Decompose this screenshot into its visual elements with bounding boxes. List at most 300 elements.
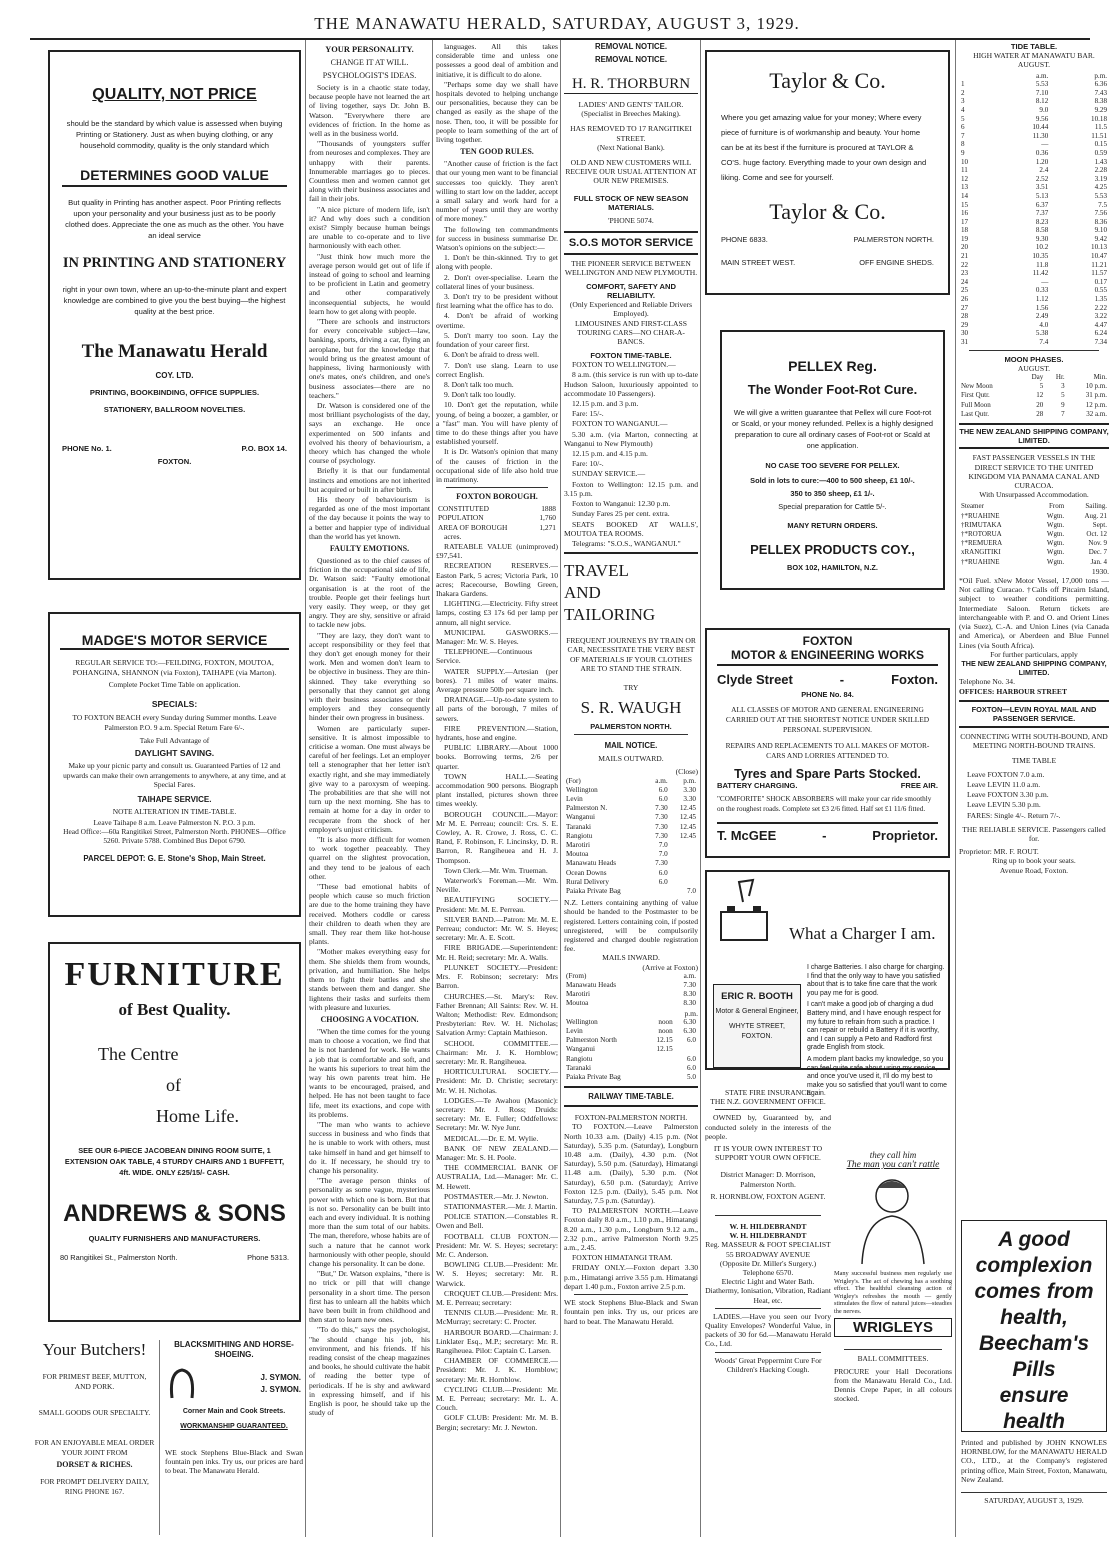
table-cell bbox=[646, 1055, 674, 1064]
paragraph: CHAMBER OF COMMERCE.—President: Mr. J. K. Hornblow; secretary: Mr. R. Hornblow. bbox=[436, 1356, 558, 1384]
pellex-title: PELLEX Reg. bbox=[788, 358, 877, 374]
table-cell: 12.45 bbox=[679, 804, 696, 813]
beecham-l5: Beecham's bbox=[978, 1332, 1090, 1355]
table-cell: Paiaka Private Bag bbox=[566, 1073, 621, 1082]
table-cell: 31 bbox=[961, 338, 969, 347]
column-three bbox=[436, 42, 558, 1538]
andrews-name: ANDREWS & SONS bbox=[63, 1200, 286, 1227]
thorburn-removed: HAS REMOVED TO 17 RANGITIKEI STREET. bbox=[570, 124, 692, 143]
table-cell: 16 bbox=[961, 209, 969, 218]
table-row bbox=[436, 513, 558, 522]
thorburn-customers: OLD AND NEW CUSTOMERS WILL RECEIVE OUR USUAL ATTENTION AT OUR NEW PREMISES. bbox=[565, 158, 697, 186]
foxton-motor-title: FOXTON bbox=[802, 634, 853, 648]
table-cell: 5.53 bbox=[1035, 80, 1049, 89]
taylor-opposite: OFF ENGINE SHEDS. bbox=[859, 258, 934, 267]
mail-in-table-2 bbox=[564, 1018, 698, 1082]
table-cell: 26 bbox=[961, 295, 969, 304]
header-cell: a.m. bbox=[655, 776, 668, 785]
table-cell: 3 bbox=[961, 97, 965, 106]
herald-services: PRINTING, BOOKBINDING, OFFICE SUPPLIES. bbox=[89, 388, 260, 397]
booth-name: ERIC R. BOOTH bbox=[721, 991, 793, 1002]
quality-text: should be the standard by which value is assessed when buying Printing or Stationery. Just as when buying clothing, or any household commodity, quality is the only standard which bbox=[66, 119, 283, 150]
sos-drivers: (Only Experienced and Reliable Drivers Employed). bbox=[569, 300, 693, 319]
table-cell: Wanganui bbox=[566, 1045, 595, 1054]
table-cell: 10.35 bbox=[1032, 252, 1049, 261]
taylor-phone: PHONE 6833. bbox=[721, 235, 768, 244]
paragraph: WATER SUPPLY.—Artesian (per bores). 71 miles of water mains. Average pressure 50lb per square inch. bbox=[436, 666, 558, 694]
paragraph: It is Dr. Watson's opinion that many of the causes of friction in the occupational side of life also hold true in matrimony. bbox=[436, 447, 558, 484]
table-cell: 14 bbox=[961, 191, 969, 200]
table-cell: 20 bbox=[961, 243, 969, 252]
table-cell: 10 p.m. bbox=[1085, 382, 1107, 391]
table-cell: 6.30 bbox=[683, 1017, 696, 1026]
madge-leave: Leave Taihape 8 a.m. Leave Palmerston N. P.O. 3 p.m. bbox=[93, 817, 256, 827]
table-cell: Ocean Downs bbox=[566, 868, 607, 877]
ship-title: THE NEW ZEALAND SHIPPING COMPANY, LIMITED. bbox=[959, 427, 1109, 446]
table-cell: xRANGITIKI bbox=[961, 548, 1001, 557]
mail-close: (Close) bbox=[675, 767, 698, 777]
table-row bbox=[959, 558, 1109, 567]
taylor-name: Taylor & Co. bbox=[769, 68, 886, 93]
table-cell: Wgtn. bbox=[1046, 539, 1065, 548]
table-cell: 7.30 bbox=[655, 804, 668, 813]
table-cell: Levin bbox=[566, 1027, 583, 1036]
paragraph: "There are schools and instructors for every conceivable subject—law, banking, sports, driving a car, flying an aeroplane, but for the knowledge that would bring us the greatest amount of happiness, living harmoniously with one's mates, one's children, and one's business associates—there are no teachers." bbox=[309, 317, 430, 400]
header-cell: Hr. bbox=[1055, 373, 1065, 382]
butchers-name: DORSET & RICHES. bbox=[56, 1460, 133, 1469]
insurance-title-2: THE N.Z. GOVERNMENT OFFICE. bbox=[710, 1097, 826, 1107]
header-cell: From bbox=[1049, 502, 1065, 511]
table-cell: 8.38 bbox=[1094, 97, 1107, 106]
mail-arrive: (Arrive at Foxton) bbox=[642, 962, 698, 972]
woods-notice: Woods' Great Peppermint Cure For Children's Hacking Cough. bbox=[714, 1355, 822, 1374]
ship-notes: *Oil Fuel. xNew Motor Vessel, 17,000 tons —Not calling Curacao. †Calls off Pitcairn Island, subject to weather conditions permitting. Intermediate Saloon. Return tickets are interchangeable with P. and O. and Orient Lines (via Suez), C.-A. and Union Lines (via Canada and America), or Aberdeen and Blue Funnel Lines (via South Africa). bbox=[959, 576, 1109, 650]
paragraph: Society is in a chaotic state today, because people have not learned the art of living together, says Dr. John B. Watson. "Everywhere there are evidences of friction. In the home as well as in the business world. bbox=[309, 83, 430, 139]
table-row bbox=[564, 1027, 698, 1036]
table-row bbox=[959, 261, 1109, 270]
header-cell: Steamer bbox=[961, 502, 984, 511]
tide-sub: HIGH WATER AT MANAWATU BAR. bbox=[973, 51, 1095, 61]
paragraph: "Mother makes everything easy for them. She shields them from wounds, privation, and humiliation. She helps them to fight their battles and she stands between them and danger. She lightens their tasks and surfeits them with pleasure and luxuries. bbox=[309, 947, 430, 1012]
paragraph: TENNIS CLUB.—President: Mr. R. McMurray; secretary: C. Procter. bbox=[436, 1308, 558, 1327]
table-cell: Wgtn. bbox=[1046, 557, 1065, 566]
foxton-battery: BATTERY CHARGING. bbox=[717, 781, 798, 790]
table-cell: 24 bbox=[961, 277, 969, 286]
madge-service: REGULAR SERVICE TO:—FEILDING, FOXTON, MOUTOA, POHANGINA, SHANNON (via Foxton), TAIHAPE (via Marton). bbox=[72, 658, 277, 677]
beecham-l2: complexion bbox=[975, 1254, 1093, 1277]
table-row bbox=[959, 218, 1109, 227]
table-cell: 9.10 bbox=[1094, 226, 1107, 235]
table-cell: Jan. 4 bbox=[1090, 557, 1107, 566]
table-cell: 10.47 bbox=[1091, 252, 1107, 261]
table-cell: 28 bbox=[1036, 409, 1044, 418]
table-cell: Rural Delivery bbox=[566, 877, 609, 886]
table-cell: 6.30 bbox=[683, 1027, 696, 1036]
paragraph: TELEPHONE.—Continuous Service. bbox=[436, 647, 533, 666]
pellex-cattle: Special preparation for Cattle 5/-. bbox=[778, 502, 887, 511]
table-cell: 12.15 bbox=[656, 1045, 673, 1054]
table-cell: 12 bbox=[1036, 391, 1044, 400]
paragraph: CROQUET CLUB.—President: Mrs. M. E. Perreau; secretary: bbox=[436, 1288, 558, 1307]
table-cell: 6.0 bbox=[658, 877, 668, 886]
paragraph: 5. Don't marry too soon. Lay the foundation of your career first. bbox=[436, 330, 558, 350]
table-cell: Marotiri bbox=[566, 840, 590, 849]
paragraph: TO PALMERSTON NORTH.—Leave Foxton daily 8.0 a.m., 1.10 p.m., Himatangi 8.20 a.m., 1.30 p.m., Longburn 9.12 a.m., 2.32 p.m., arrive Palmerston North 9.25 a.m., 2.45. bbox=[564, 1206, 698, 1253]
table-cell: 4.25 bbox=[1094, 183, 1107, 192]
paragraph: Leave FOXTON 7.0 a.m. bbox=[967, 769, 1045, 779]
ship-telephone: Telephone No. 34. bbox=[959, 677, 1015, 687]
paragraph: Foxton to Wanganui: 12.30 p.m. bbox=[572, 499, 671, 509]
table-row bbox=[959, 166, 1109, 175]
removal-title-2: REMOVAL NOTICE. bbox=[594, 55, 668, 64]
column-divider bbox=[432, 40, 433, 1537]
madge-specials: SPECIALS: bbox=[151, 699, 198, 709]
table-cell: †*RUAHINE bbox=[961, 511, 1000, 520]
table-cell: 25 bbox=[961, 286, 969, 295]
stephens-ink-notice bbox=[165, 1448, 303, 1538]
paragraph: SCHOOL COMMITTEE.—Chairman: Mr. J. K. Hornblow; secretary: Mr. R. Rangiheuea. bbox=[436, 1038, 558, 1066]
foxton-motor-advert bbox=[705, 628, 950, 858]
header-cell: (For) bbox=[566, 776, 581, 785]
paragraph: STATIONMASTER.—Mr. J. Martin. bbox=[444, 1201, 558, 1211]
table-row bbox=[959, 123, 1109, 132]
table-header bbox=[564, 972, 698, 981]
paragraph: His theory of behaviourism is regarded as one of the most important of the day because it points the way to a better and happier type of individual than the world has yet known. bbox=[309, 494, 430, 541]
table-cell: 1,760 bbox=[539, 513, 556, 523]
table-row bbox=[959, 391, 1109, 400]
paragraph: 8. Don't talk too much. bbox=[444, 379, 514, 389]
smith-name-2: J. SYMON. bbox=[260, 1384, 301, 1394]
herald-services2: STATIONERY, BALLROOM NOVELTIES. bbox=[103, 405, 246, 414]
paragraph: TO FOXTON.—Leave Palmerston North 10.33 a.m. (Daily) 4.15 p.m. (Not Saturday), 5.35 p.m. (Saturday), Longburn 10.48 a.m. (Daily), 4.30 p.m. (Not Saturday), 5.50 p.m. (Saturday), Himatangi 11.48 a.m. (Daily), 5.30 p.m. (Not Saturday), 6.50 p.m. (Saturday); Arrive Foxton 12.5 p.m. (Daily), 5.45 p.m. Not Saturday, 7.5 p.m. (Saturday). bbox=[564, 1122, 698, 1206]
table-cell: 3.19 bbox=[1094, 174, 1107, 183]
table-row bbox=[564, 981, 698, 990]
beecham-l1: A good bbox=[998, 1228, 1070, 1251]
paragraph: FIRE BRIGADE.—Superintendent: Mr. H. Reid; secretary: Mr. A. Walls. bbox=[436, 943, 558, 962]
insurance-support: IT IS YOUR OWN INTEREST TO SUPPORT YOUR OWN OFFICE. bbox=[713, 1144, 823, 1163]
table-cell: 1.12 bbox=[1035, 295, 1049, 304]
table-cell: Moutoa bbox=[566, 850, 589, 859]
paragraph: SILVER BAND.—Patron: Mr. M. E. Perreau; conductor: Mr. W. S. Heyes; secretary: Mr. A. E. Scott. bbox=[436, 914, 558, 943]
table-cell: Full Moon bbox=[961, 400, 991, 409]
column-divider bbox=[305, 40, 306, 1537]
table-row bbox=[959, 539, 1109, 548]
table-row bbox=[959, 401, 1109, 410]
table-cell: 12 bbox=[961, 174, 969, 183]
table-cell: 5 bbox=[961, 114, 965, 123]
wrigley-call: they call him bbox=[869, 1150, 917, 1160]
table-cell: Taranaki bbox=[566, 822, 592, 831]
charger-p3: A modern plant backs my knowledge, so you can feel quite safe about using my service, and once you've used it, I'll do my best to make you so satisfied that you'll want to come again. bbox=[807, 1055, 947, 1098]
table-cell: Wgtn. bbox=[1046, 511, 1065, 520]
table-cell: 5.53 bbox=[1094, 191, 1107, 200]
beecham-l8: health bbox=[1003, 1410, 1065, 1433]
table-row bbox=[959, 382, 1109, 391]
moon-title: MOON PHASES. bbox=[1004, 354, 1064, 364]
table-row bbox=[959, 235, 1109, 244]
beecham-advert bbox=[961, 1220, 1107, 1432]
paragraph: "Perhaps some day we shall have hospitals devoted to helping unchange our personalities, because they can be changed as easily as the shape of the nose. Then, too, it will be possible for people to learn something of the art of living together. bbox=[436, 79, 558, 145]
paragraph: 12.15 p.m. and 3 p.m. bbox=[572, 399, 639, 409]
taylor-name-2: Taylor & Co. bbox=[769, 199, 886, 224]
value-text: But quality in Printing has another aspect. Poor Printing reflects upon your personality and your business just as to be poorly clothed does. Appreciate the one as much as the other. You have an ideal service bbox=[65, 198, 284, 240]
paragraph: Leave FOXTON 3.30 p.m. bbox=[967, 790, 1049, 800]
table-cell: 8.36 bbox=[1094, 217, 1107, 226]
table-row bbox=[564, 887, 698, 896]
table-cell: 0.59 bbox=[1094, 148, 1107, 157]
table-cell: 6.37 bbox=[1035, 200, 1049, 209]
imprint-date: SATURDAY, AUGUST 3, 1929. bbox=[961, 1492, 1107, 1505]
furniture-offer: SEE OUR 6-PIECE JACOBEAN DINING ROOM SUITE, 1 EXTENSION OAK TABLE, 4 STURDY CHAIRS AND 1 BUFFETT, 4ft. WIDE. ONLY £25/15/- CASH. bbox=[64, 1146, 285, 1177]
table-row bbox=[564, 786, 698, 795]
mail-title: MAIL NOTICE. bbox=[604, 741, 658, 751]
travel-text: FREQUENT JOURNEYS BY TRAIN OR CAR, NECESSITATE THE VERY BEST OF MATERIALS IF YOUR CLOTHES ARE TO STAND THE STRAIN. bbox=[566, 636, 696, 673]
charger-title: What a Charger I am. bbox=[789, 924, 936, 943]
sos-comfort: COMFORT, SAFETY AND RELIABILITY. bbox=[586, 282, 676, 301]
madge-timetable: Complete Pocket Time Table on application. bbox=[108, 680, 241, 689]
column-four bbox=[564, 42, 698, 1538]
table-cell: 1 bbox=[961, 80, 965, 89]
table-cell: 2 bbox=[961, 88, 965, 97]
table-row bbox=[959, 243, 1109, 252]
paragraph: FIRE PREVENTION.—Station, hydrants, hose and engine. bbox=[436, 723, 558, 743]
furniture-sub: of Best Quality. bbox=[118, 1000, 231, 1019]
table-cell: Levin bbox=[566, 794, 583, 803]
table-cell: 9.56 bbox=[1035, 114, 1049, 123]
pellex-advert bbox=[720, 330, 945, 590]
mail-in-table bbox=[564, 972, 698, 1009]
hilde-name-2: W. H. HILDEBRANDT bbox=[729, 1231, 807, 1241]
table-cell: 7.4 bbox=[1039, 338, 1049, 347]
table-cell: 7.0 bbox=[658, 850, 668, 859]
table-cell: 7.30 bbox=[655, 831, 668, 840]
table-cell: 1.56 bbox=[1035, 303, 1049, 312]
madge-note: NOTE ALTERATION IN TIME-TABLE. bbox=[112, 806, 237, 816]
mail-inward: MAILS INWARD. bbox=[602, 953, 660, 963]
paragraph: "Another cause of friction is the fact that our young men want to be financial successes too quickly. They aren't willing to start low on the ladder, accept a small salary and work hard for a number of years until they are worthy of more money." bbox=[436, 159, 559, 224]
table-cell: 11.30 bbox=[1032, 131, 1049, 140]
table-cell: 9.30 bbox=[1035, 234, 1049, 243]
andrews-sub: QUALITY FURNISHERS AND MANUFACTURERS. bbox=[88, 1234, 261, 1243]
table-cell: Manawatu Heads bbox=[566, 859, 617, 868]
herald-box: P.O. BOX 14. bbox=[241, 444, 287, 453]
sos-title: S.O.S MOTOR SERVICE bbox=[568, 236, 694, 249]
table-cell: Manawatu Heads bbox=[566, 981, 617, 989]
article-sub2: PSYCHOLOGIST'S IDEAS. bbox=[322, 71, 417, 80]
paragraph: "Thousands of youngsters suffer from neuroses and complexes. They are unhappy with their parents. Innumerable marriages go to pieces. Countless men and women cannot get along with their business associates and fail in their jobs. bbox=[309, 139, 430, 204]
hilde-phone: Telephone 6570. bbox=[742, 1268, 794, 1278]
table-cell: 11.42 bbox=[1032, 269, 1049, 278]
table-header bbox=[959, 502, 1109, 511]
paragraph: Dr. Watson is considered one of the most brilliant psychologists of the day, says an exchange. He once experimented on 500 infants and evolved his theory of behaviourism, a theory which has changed the whole course of psychology. bbox=[309, 400, 430, 466]
table-row bbox=[959, 295, 1109, 304]
table-cell: New Moon bbox=[961, 382, 993, 391]
pellex-orders: MANY RETURN ORDERS. bbox=[787, 521, 878, 530]
table-cell: 5.0 bbox=[687, 1073, 696, 1082]
paragraph: POLICE STATION.—Constables R. Owen and Bell. bbox=[436, 1212, 558, 1231]
paragraph: POSTMASTER.—Mr. J. Newton. bbox=[444, 1191, 549, 1201]
levin-reliable: THE RELIABLE SERVICE. Passengers called for. bbox=[962, 824, 1106, 843]
table-cell: 9.42 bbox=[1094, 234, 1107, 243]
table-cell: AREA OF BOROUGH bbox=[438, 522, 508, 532]
table-cell: 7.30 bbox=[655, 822, 668, 831]
paragraph: Fare: 10/-. bbox=[572, 459, 604, 469]
table-cell: 3.30 bbox=[683, 794, 696, 803]
header-cell: a.m. bbox=[683, 971, 696, 980]
table-cell: 19 bbox=[961, 234, 969, 243]
paragraph: 8 a.m. (this service is run with up to-date Hudson Saloon, luxuriously appointed to accommodate 10 Passengers). bbox=[564, 370, 698, 398]
table-cell: 1888 bbox=[541, 504, 556, 514]
table-cell: Wgtn. bbox=[1046, 520, 1065, 529]
foxton-phone: PHONE No. 84. bbox=[801, 690, 854, 699]
table-cell: 2.4 bbox=[1039, 166, 1049, 175]
butchers-advert bbox=[30, 1340, 160, 1535]
paragraph: Foxton to Wellington: 12.15 p.m. and 3.15 p.m. bbox=[564, 479, 698, 498]
tide-table bbox=[959, 72, 1109, 347]
paragraph: LIGHTING.—Electricity. Fifty street lamps, costing £3 17s 6d per lamp per annum, all night service. bbox=[436, 599, 558, 627]
header-cell: Min. bbox=[1093, 373, 1107, 382]
paragraph: 7. Don't use slang. Learn to use correct English. bbox=[436, 360, 558, 379]
table-row bbox=[959, 286, 1109, 295]
table-cell: 8.12 bbox=[1035, 97, 1049, 106]
vocation-paragraphs bbox=[309, 1027, 430, 1418]
table-row bbox=[564, 1036, 698, 1045]
table-cell bbox=[670, 850, 698, 859]
table-row bbox=[564, 1064, 698, 1073]
table-cell: 0.36 bbox=[1035, 148, 1049, 157]
table-row bbox=[564, 832, 698, 841]
table-cell: 7.0 bbox=[687, 886, 696, 895]
booth-town: FOXTON. bbox=[741, 1033, 773, 1040]
furniture-of: of bbox=[166, 1075, 181, 1095]
table-cell bbox=[670, 878, 698, 887]
table-cell: 6.0 bbox=[687, 1054, 696, 1063]
insurance-agent: R. HORNBLOW, FOXTON AGENT. bbox=[710, 1191, 826, 1201]
table-cell: Palmerston N. bbox=[566, 804, 608, 813]
paragraph: 5.30 a.m. (via Marton, connecting at Wanganui to New Plymouth) bbox=[564, 429, 698, 448]
table-cell: noon bbox=[658, 1027, 673, 1036]
foxton-classes: ALL CLASSES OF MOTOR AND GENERAL ENGINEERING CARRIED OUT AT THE SHORTEST NOTICE UNDER SKILLED PERSONAL SUPERVISION. bbox=[725, 705, 930, 734]
foxton-air: FREE AIR. bbox=[900, 781, 938, 790]
ship-accom: With Unsurpassed Accommodation. bbox=[979, 490, 1089, 500]
levin-connecting: CONNECTING WITH SOUTH-BOUND, AND MEETING NORTH-BOUND TRAINS. bbox=[960, 732, 1108, 751]
table-cell bbox=[646, 887, 669, 896]
table-cell: 7.30 bbox=[683, 981, 696, 989]
table-cell bbox=[670, 841, 698, 850]
table-cell: 21 bbox=[961, 252, 969, 261]
table-cell: 0.15 bbox=[1094, 140, 1107, 149]
faulty-heading: FAULTY EMOTIONS. bbox=[329, 543, 410, 553]
herald-phone: PHONE No. 1. bbox=[62, 444, 112, 453]
furniture-centre: The Centre bbox=[98, 1044, 179, 1064]
table-row bbox=[959, 115, 1109, 124]
pellex-box: BOX 102, HAMILTON, N.Z. bbox=[787, 563, 878, 572]
table-cell: 12.45 bbox=[679, 813, 696, 822]
borough-stats bbox=[436, 504, 558, 532]
table-cell: Wgtn. bbox=[1046, 530, 1065, 539]
sos-timetable-head: FOXTON TIME-TABLE. bbox=[590, 351, 672, 361]
table-row bbox=[959, 158, 1109, 167]
paragraph: Briefly it is that our fundamental instincts and emotions are not inherited but acquired or built in after birth. bbox=[309, 466, 430, 494]
table-cell: 11.57 bbox=[1091, 269, 1107, 278]
paragraph: "Just think how much more the average person would get out of life if instead of going to school and learning to be proficient in Latin and geometry and other comparatively inconsequential subjects, he would learn how to get along with people. bbox=[309, 251, 430, 316]
table-cell: 4.0 bbox=[1039, 320, 1049, 329]
madge-title: MADGE'S MOTOR SERVICE bbox=[60, 632, 289, 650]
table-cell: 27 bbox=[961, 303, 969, 312]
header-cell: p.m. bbox=[1094, 71, 1107, 80]
wrigley-brand: WRIGLEYS bbox=[834, 1318, 952, 1337]
table-row bbox=[959, 201, 1109, 210]
article-title: YOUR PERSONALITY. bbox=[325, 45, 414, 54]
hilde-services: Electric Light and Water Bath. Diathermy, Ionisation, Vibration, Radiant Heat, etc. bbox=[705, 1277, 831, 1305]
ball-text: PROCURE your Hall Decorations from the Manawatu Herald Co., Ltd. Dennis Crepe Paper, in all colours stocked. bbox=[834, 1366, 952, 1404]
smith-address: Corner Main and Cook Streets. bbox=[182, 1408, 286, 1415]
paragraph: FARES: Single 4/-. Return 7/-. bbox=[967, 810, 1061, 820]
thorburn-name: H. R. THORBURN bbox=[564, 76, 698, 94]
table-cell: 6.0 bbox=[658, 794, 668, 803]
levin-prop: Proprietor: MR. F. ROUT. bbox=[959, 847, 1039, 857]
paragraph: CHURCHES.—St. Mary's: Rev. Father Brennan; All Saints: Rev. W. H. Walton; Methodist: Rev. Edmondson; Presbyterian: Rev. W. H. Nicholas; Salvation Army: Captain Mathieson. bbox=[436, 991, 558, 1038]
header-cell: a.m. bbox=[1036, 71, 1049, 80]
ship-vessels: FAST PASSENGER VESSELS IN THE DIRECT SERVICE TO THE UNITED KINGDOM VIA PANAMA CANAL AND CURACOA. bbox=[968, 453, 1100, 491]
header-cell bbox=[959, 72, 992, 81]
andrews-address: 80 Rangitikei St., Palmerston North. bbox=[60, 1253, 178, 1262]
table-cell: 12.15 bbox=[656, 1036, 673, 1045]
table-header bbox=[959, 373, 1109, 382]
foxton-dash: - bbox=[839, 672, 845, 687]
ladies-notice: LADIES.—Have you seen our Ivory Quality Envelopes? Wonderful Value, in packets of 30 for 6d.—Manawatu Herald Co., Ltd. bbox=[705, 1311, 831, 1349]
table-cell: 8.30 bbox=[683, 999, 696, 1008]
ball-title: BALL COMMITTEES. bbox=[857, 1353, 929, 1363]
pellex-nocase: NO CASE TOO SEVERE FOR PELLEX. bbox=[765, 461, 900, 470]
paragraph: 1. Don't be thin-skinned. Try to get along with people. bbox=[436, 253, 558, 272]
table-cell: 2.52 bbox=[1035, 174, 1049, 183]
table-cell bbox=[646, 1064, 674, 1073]
madge-picnic: Make up your picnic party and consult us. Guaranteed Parties of 12 and upwards can make their own arrangements to anywhere, at any time, and at Special Fares. bbox=[63, 761, 286, 789]
table-cell: Aug. 21 bbox=[1084, 511, 1107, 520]
table-row bbox=[564, 1073, 698, 1082]
beecham-l6: Pills bbox=[1012, 1358, 1056, 1381]
booth-sub: Motor & General Engineer, bbox=[715, 1008, 799, 1015]
ship-table bbox=[959, 502, 1109, 566]
table-cell: CONSTITUTED bbox=[438, 504, 489, 514]
table-cell: 31 p.m. bbox=[1085, 391, 1107, 400]
header-cell: Sailing. bbox=[1085, 502, 1107, 511]
table-cell: 9.0 bbox=[1039, 105, 1049, 114]
butchers-meal: FOR AN ENJOYABLE MEAL ORDER YOUR JOINT FROM bbox=[34, 1438, 155, 1457]
table-cell: First Qutr. bbox=[961, 391, 990, 400]
tide-title: TIDE TABLE. bbox=[1010, 42, 1058, 51]
table-row bbox=[959, 132, 1109, 141]
charger-p2: I can't make a good job of charging a dud Battery mind, and I have enough respect for my future to refrain from such a practice. I can repair or rebuild a Battery if it is worthy, and I can supply a Peto and Radford first grade English from stock. bbox=[807, 1001, 942, 1052]
wrigley-man: The man you can't rattle bbox=[846, 1160, 940, 1170]
table-cell: Wellington bbox=[566, 785, 598, 794]
paragraph: Town Clerk.—Mr. Wm. Trueman. bbox=[444, 865, 548, 875]
table-row bbox=[959, 226, 1109, 235]
table-cell bbox=[670, 859, 698, 868]
table-cell: 5 bbox=[1061, 391, 1065, 400]
table-cell: 10.2 bbox=[1035, 243, 1049, 252]
paragraph: Leave LEVIN 5.30 p.m. bbox=[967, 800, 1041, 810]
table-cell: 7.5 bbox=[1098, 200, 1107, 209]
table-row bbox=[959, 106, 1109, 115]
andrews-phone: Phone 5313. bbox=[247, 1253, 289, 1262]
mcgee-dash: - bbox=[822, 828, 827, 843]
paragraph: 9. Don't talk too loudly. bbox=[444, 390, 516, 400]
table-cell: 29 bbox=[961, 320, 969, 329]
table-cell: 4 bbox=[961, 105, 965, 114]
herald-coy: COY. LTD. bbox=[155, 371, 194, 380]
